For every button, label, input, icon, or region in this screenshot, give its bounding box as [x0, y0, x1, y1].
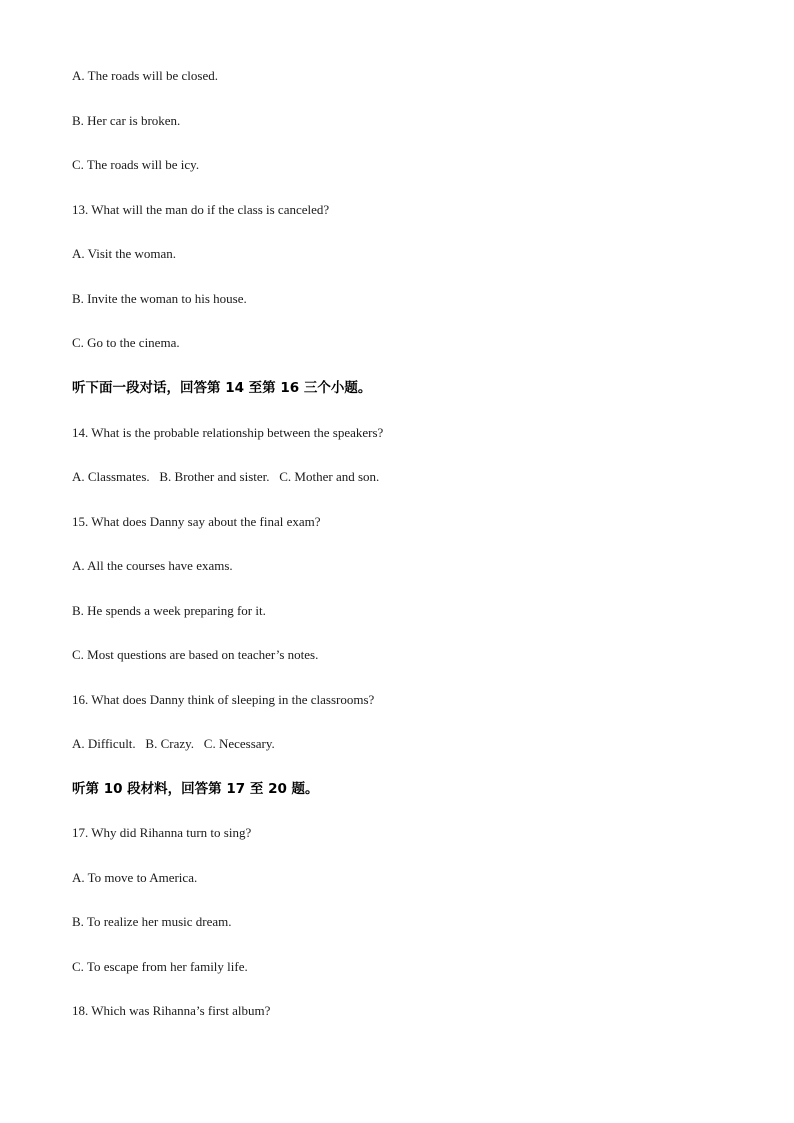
section-heading-14-16: 听下面一段对话，回答第 14 至第 16 三个小题。: [72, 380, 372, 396]
question-13: 13. What will the man do if the class is canceled?: [72, 202, 330, 217]
option-13-b: B. Invite the woman to his house.: [72, 291, 247, 306]
option-17-a: A. To move to America.: [72, 870, 198, 885]
option-17-b: B. To realize her music dream.: [72, 914, 232, 929]
option-12-a: A. The roads will be closed.: [72, 68, 218, 83]
option-12-b: B. Her car is broken.: [72, 113, 181, 128]
option-13-a: A. Visit the woman.: [72, 246, 177, 261]
question-18: 18. Which was Rihanna’s first album?: [72, 1003, 271, 1018]
options-16: A. Difficult. B. Crazy. C. Necessary.: [72, 736, 275, 751]
question-15: 15. What does Danny say about the final exam?: [72, 514, 321, 529]
option-12-c: C. The roads will be icy.: [72, 157, 200, 172]
option-15-c: C. Most questions are based on teacher’s notes.: [72, 647, 319, 662]
question-16: 16. What does Danny think of sleeping in the classrooms?: [72, 692, 375, 707]
options-14: A. Classmates. B. Brother and sister. C. Mother and son.: [72, 469, 380, 484]
section-heading-17-20: 听第 10 段材料，回答第 17 至 20 题。: [72, 781, 319, 797]
question-17: 17. Why did Rihanna turn to sing?: [72, 825, 252, 840]
option-13-c: C. Go to the cinema.: [72, 335, 180, 350]
option-15-a: A. All the courses have exams.: [72, 558, 233, 573]
option-17-c: C. To escape from her family life.: [72, 959, 248, 974]
question-14: 14. What is the probable relationship between the speakers?: [72, 425, 384, 440]
option-15-b: B. He spends a week preparing for it.: [72, 603, 266, 618]
